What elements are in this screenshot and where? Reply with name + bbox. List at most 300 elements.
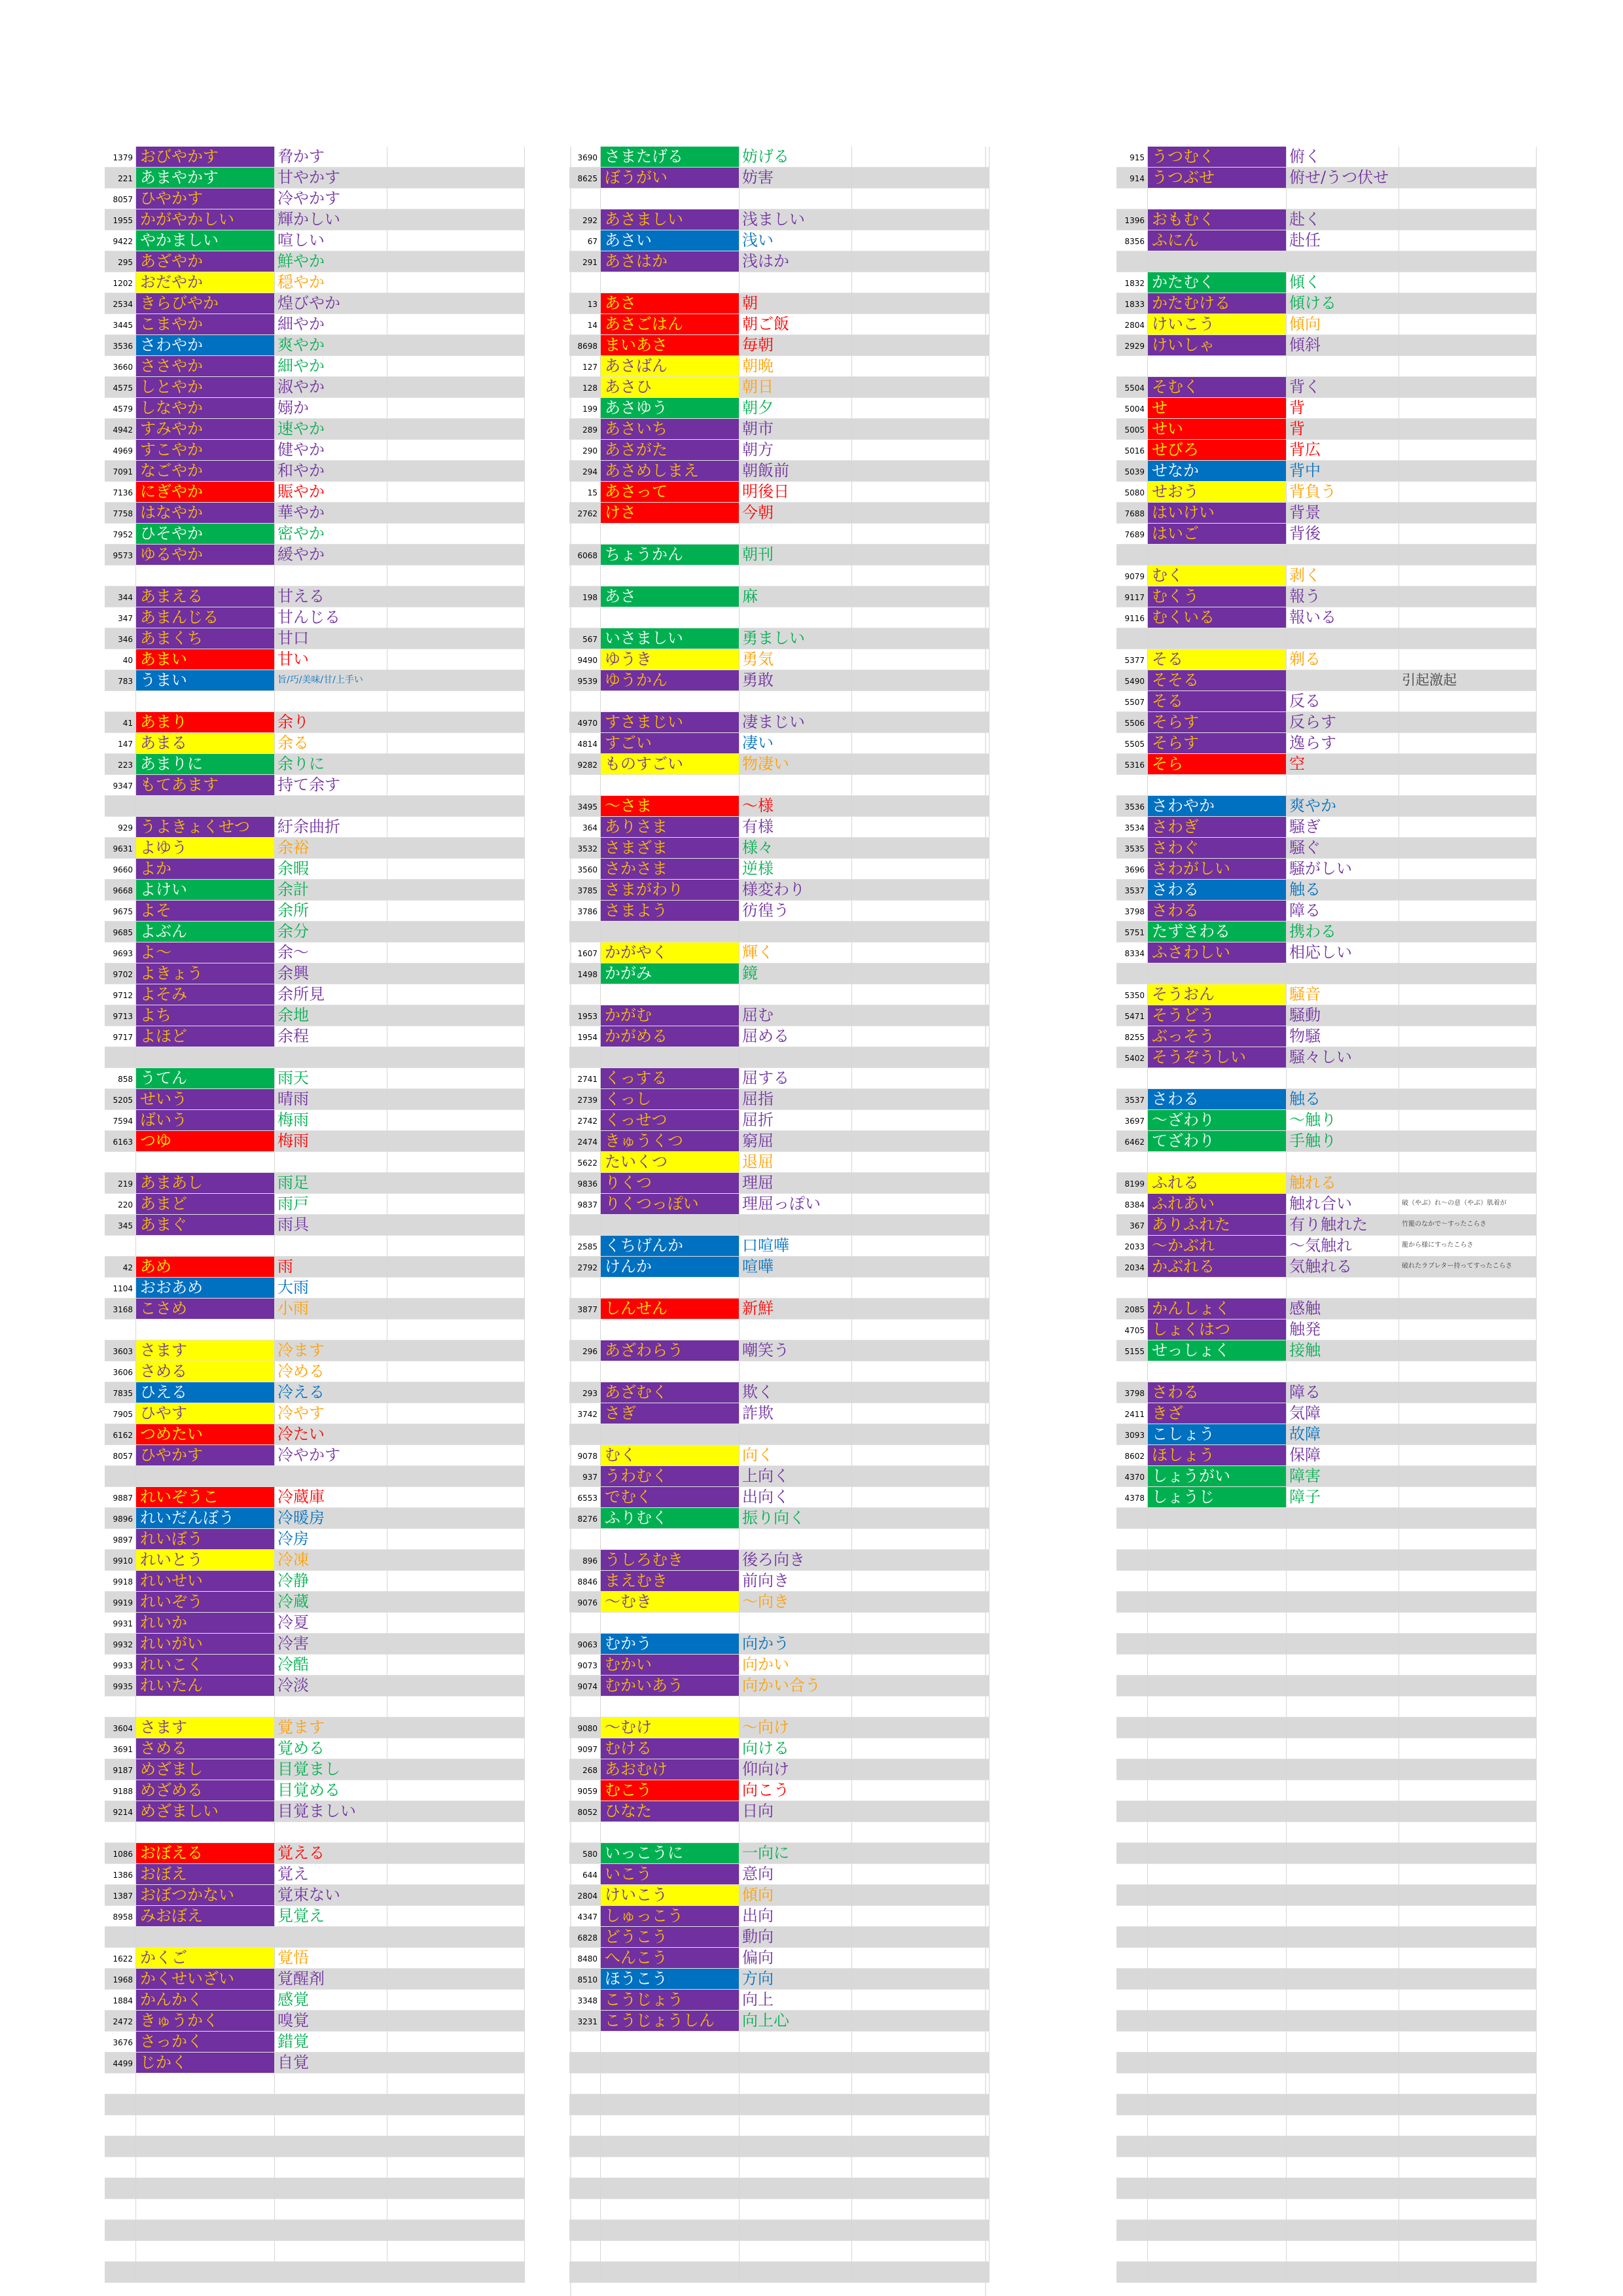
empty-cell	[569, 1047, 601, 1068]
empty-cell	[136, 691, 275, 712]
reading-cell: しゅっこう	[601, 1906, 740, 1927]
reading-cell: こしょう	[1148, 1424, 1287, 1445]
empty-cell	[1148, 1613, 1287, 1634]
reading-cell: けいこう	[1148, 314, 1287, 335]
empty-cell	[852, 1613, 990, 1634]
entry-number: 9896	[105, 1508, 136, 1529]
kanji-cell: 目覚める	[275, 1780, 387, 1801]
entry-number: 3536	[1116, 796, 1148, 817]
empty-cell	[1148, 1948, 1287, 1969]
entry-number: 5004	[1116, 398, 1148, 419]
note-cell	[1399, 482, 1537, 503]
empty-cell	[1287, 1906, 1399, 1927]
reading-cell: かがめる	[601, 1026, 740, 1047]
empty-cell	[740, 2094, 852, 2115]
note-cell	[387, 1068, 525, 1089]
entry-number: 9097	[569, 1738, 601, 1759]
kanji-cell: 凄い	[740, 733, 852, 754]
empty-cell	[1287, 2241, 1399, 2262]
empty-cell	[852, 922, 990, 942]
note-cell	[387, 1906, 525, 1927]
kanji-cell: 騒ぎ	[1287, 817, 1399, 838]
reading-cell: そる	[1148, 691, 1287, 712]
kanji-cell: 妨げる	[740, 147, 852, 168]
reading-cell: 〜かぶれ	[1148, 1236, 1287, 1257]
note-cell	[1399, 168, 1537, 188]
reading-cell: きゅうかく	[136, 2011, 275, 2032]
empty-cell	[569, 1319, 601, 1340]
entry-number: 2742	[569, 1110, 601, 1131]
kanji-cell: 向上心	[740, 2011, 852, 2032]
note-cell	[387, 1592, 525, 1613]
empty-cell	[136, 1319, 275, 1340]
note-cell	[1399, 1110, 1537, 1131]
reading-cell: そら	[1148, 754, 1287, 775]
note-cell	[387, 1131, 525, 1152]
empty-cell	[136, 2178, 275, 2199]
note-cell	[387, 168, 525, 188]
empty-cell	[601, 1424, 740, 1445]
entry-number: 9919	[105, 1592, 136, 1613]
reading-cell: ふれあい	[1148, 1194, 1287, 1215]
kanji-cell: 余り	[275, 712, 387, 733]
reading-cell: まえむき	[601, 1571, 740, 1592]
entry-number: 9214	[105, 1801, 136, 1822]
note-cell	[852, 1173, 990, 1194]
empty-cell	[852, 607, 990, 628]
reading-cell: きざ	[1148, 1403, 1287, 1424]
empty-cell	[387, 2136, 525, 2157]
reading-cell: さぎ	[601, 1403, 740, 1424]
kanji-cell: 朝夕	[740, 398, 852, 419]
kanji-cell: 見覚え	[275, 1906, 387, 1927]
entry-number: 2033	[1116, 1236, 1148, 1257]
kanji-cell: 覚え	[275, 1864, 387, 1885]
empty-cell	[1148, 1738, 1287, 1759]
note-cell	[852, 628, 990, 649]
reading-cell: かがやかしい	[136, 209, 275, 230]
reading-cell: けんか	[601, 1257, 740, 1278]
entry-number: 291	[569, 251, 601, 272]
note-cell	[1399, 230, 1537, 251]
kanji-cell: 小雨	[275, 1299, 387, 1319]
kanji-cell: 麻	[740, 586, 852, 607]
kanji-cell: 俯せ/うつ伏せ	[1287, 168, 1399, 188]
empty-cell	[740, 922, 852, 942]
empty-cell	[569, 188, 601, 209]
empty-cell	[852, 1822, 990, 1843]
note-cell	[1399, 335, 1537, 356]
empty-cell	[275, 2178, 387, 2199]
empty-cell	[740, 2220, 852, 2241]
entry-number: 3603	[105, 1340, 136, 1361]
empty-cell	[275, 2241, 387, 2262]
empty-cell	[569, 1215, 601, 1236]
reading-cell: さわやか	[136, 335, 275, 356]
empty-cell	[569, 2220, 601, 2241]
entry-number: 2929	[1116, 335, 1148, 356]
reading-cell: めざまし	[136, 1759, 275, 1780]
entry-number: 347	[105, 607, 136, 628]
entry-number: 2741	[569, 1068, 601, 1089]
kanji-cell: 動向	[740, 1927, 852, 1948]
empty-cell	[1116, 1592, 1148, 1613]
empty-cell	[852, 2199, 990, 2220]
empty-cell	[740, 1319, 852, 1340]
reading-cell: あまい	[136, 649, 275, 670]
note-cell	[387, 859, 525, 880]
note-cell	[387, 754, 525, 775]
empty-cell	[1287, 1529, 1399, 1550]
kanji-cell: 朝方	[740, 440, 852, 461]
kanji-cell: 冷夏	[275, 1613, 387, 1634]
note-cell	[387, 1571, 525, 1592]
note-cell	[1399, 209, 1537, 230]
entry-number: 9422	[105, 230, 136, 251]
kanji-cell: 速やか	[275, 419, 387, 440]
empty-cell	[1116, 545, 1148, 565]
kanji-cell: 朝ご飯	[740, 314, 852, 335]
entry-number: 268	[569, 1759, 601, 1780]
note-cell	[387, 880, 525, 901]
reading-cell: ゆるやか	[136, 545, 275, 565]
note-cell	[1399, 712, 1537, 733]
reading-cell: こうじょうしん	[601, 2011, 740, 2032]
note-cell	[1399, 1173, 1537, 1194]
empty-cell	[1148, 2011, 1287, 2032]
reading-cell: ひえる	[136, 1382, 275, 1403]
empty-cell	[569, 691, 601, 712]
entry-number: 8510	[569, 1969, 601, 1990]
reading-cell: かんかく	[136, 1990, 275, 2011]
kanji-cell: 気障	[1287, 1403, 1399, 1424]
entry-number: 9713	[105, 1005, 136, 1026]
empty-cell	[740, 1361, 852, 1382]
empty-cell	[387, 565, 525, 586]
empty-cell	[387, 1236, 525, 1257]
empty-cell	[1116, 1927, 1148, 1948]
note-cell	[387, 398, 525, 419]
empty-cell	[1287, 1948, 1399, 1969]
empty-cell	[1399, 545, 1537, 565]
empty-cell	[852, 2262, 990, 2283]
note-cell	[387, 1299, 525, 1319]
reading-cell: はなやか	[136, 503, 275, 524]
empty-cell	[1399, 2241, 1537, 2262]
empty-cell	[1399, 1864, 1537, 1885]
kanji-cell: 凄まじい	[740, 712, 852, 733]
entry-number: 289	[569, 419, 601, 440]
kanji-cell: 報いる	[1287, 607, 1399, 628]
entry-number: 9347	[105, 775, 136, 796]
empty-cell	[136, 1236, 275, 1257]
entry-number: 8199	[1116, 1173, 1148, 1194]
empty-cell	[1148, 628, 1287, 649]
empty-cell	[136, 1696, 275, 1717]
entry-number: 9668	[105, 880, 136, 901]
entry-number: 364	[569, 817, 601, 838]
reading-cell: そうおん	[1148, 984, 1287, 1005]
note-cell	[1399, 1089, 1537, 1110]
empty-cell	[740, 691, 852, 712]
empty-cell	[1116, 2032, 1148, 2053]
reading-cell: あめ	[136, 1257, 275, 1278]
note-cell	[1399, 524, 1537, 545]
empty-cell	[105, 2178, 136, 2199]
kanji-cell: 〜気触れ	[1287, 1236, 1399, 1257]
note-cell: 竹籠のなかで〜すったこらさ	[1399, 1215, 1537, 1236]
note-cell	[1399, 461, 1537, 482]
reading-cell: あさ	[601, 586, 740, 607]
empty-cell	[601, 2115, 740, 2136]
reading-cell: みおぼえ	[136, 1906, 275, 1927]
empty-cell	[1116, 1906, 1148, 1927]
empty-cell	[740, 188, 852, 209]
empty-cell	[852, 1047, 990, 1068]
empty-cell	[275, 1047, 387, 1068]
empty-cell	[852, 1215, 990, 1236]
kanji-cell: 余所	[275, 901, 387, 922]
empty-cell	[275, 2115, 387, 2136]
empty-cell	[275, 2073, 387, 2094]
empty-cell	[1148, 1676, 1287, 1696]
note-cell	[1399, 649, 1537, 670]
kanji-cell: 明後日	[740, 482, 852, 503]
note-cell	[387, 922, 525, 942]
entry-number: 1968	[105, 1969, 136, 1990]
note-cell	[387, 586, 525, 607]
note-cell	[387, 628, 525, 649]
entry-number: 15	[569, 482, 601, 503]
empty-cell	[1287, 2220, 1399, 2241]
empty-cell	[1287, 775, 1399, 796]
entry-number: 2762	[569, 503, 601, 524]
entry-number: 1833	[1116, 293, 1148, 314]
entry-number: 7594	[105, 1110, 136, 1131]
reading-cell: こまやか	[136, 314, 275, 335]
note-cell	[852, 1152, 990, 1173]
reading-cell: あさひ	[601, 377, 740, 398]
kanji-cell: 出向	[740, 1906, 852, 1927]
empty-cell	[601, 2178, 740, 2199]
reading-cell: てざわり	[1148, 1131, 1287, 1152]
entry-number: 929	[105, 817, 136, 838]
empty-cell	[105, 1822, 136, 1843]
entry-number: 346	[105, 628, 136, 649]
entry-number: 3785	[569, 880, 601, 901]
reading-cell: よそみ	[136, 984, 275, 1005]
kanji-cell: 俯く	[1287, 147, 1399, 168]
entry-number: 9631	[105, 838, 136, 859]
note-cell	[387, 482, 525, 503]
note-cell	[852, 880, 990, 901]
empty-cell	[387, 691, 525, 712]
entry-number: 3231	[569, 2011, 601, 2032]
note-cell	[387, 209, 525, 230]
entry-number: 8052	[569, 1801, 601, 1822]
kanji-cell: 紆余曲折	[275, 817, 387, 838]
entry-number: 3798	[1116, 901, 1148, 922]
empty-cell	[1116, 2136, 1148, 2157]
empty-cell	[1287, 2073, 1399, 2094]
reading-cell: あさって	[601, 482, 740, 503]
entry-number: 3445	[105, 314, 136, 335]
entry-number: 1953	[569, 1005, 601, 1026]
empty-cell	[1287, 1843, 1399, 1864]
entry-number: 9079	[1116, 565, 1148, 586]
reading-cell: ひやかす	[136, 188, 275, 209]
reading-cell: ゆうき	[601, 649, 740, 670]
reading-cell: じかく	[136, 2053, 275, 2073]
reading-cell: ふりむく	[601, 1508, 740, 1529]
empty-cell	[1148, 2262, 1287, 2283]
kanji-cell: 感覚	[275, 1990, 387, 2011]
kanji-cell: 屈める	[740, 1026, 852, 1047]
empty-cell	[569, 607, 601, 628]
empty-cell	[852, 775, 990, 796]
empty-cell	[1116, 1278, 1148, 1299]
entry-number: 3560	[569, 859, 601, 880]
empty-cell	[1148, 1801, 1287, 1822]
empty-cell	[852, 2032, 990, 2053]
empty-cell	[1399, 2011, 1537, 2032]
empty-cell	[1116, 1717, 1148, 1738]
empty-cell	[1287, 1676, 1399, 1696]
note-cell	[1399, 901, 1537, 922]
reading-cell: 〜むけ	[601, 1717, 740, 1738]
kanji-cell: 〜向け	[740, 1717, 852, 1738]
entry-number: 9918	[105, 1571, 136, 1592]
note-cell	[1399, 942, 1537, 963]
note-cell	[852, 1026, 990, 1047]
kanji-cell: 冷静	[275, 1571, 387, 1592]
empty-cell	[852, 1278, 990, 1299]
empty-cell	[105, 1319, 136, 1340]
empty-cell	[1287, 1613, 1399, 1634]
kanji-cell: 日向	[740, 1801, 852, 1822]
empty-cell	[740, 775, 852, 796]
note-cell	[852, 147, 990, 168]
note-cell	[387, 419, 525, 440]
empty-cell	[275, 1236, 387, 1257]
empty-cell	[1399, 1738, 1537, 1759]
empty-cell	[1287, 545, 1399, 565]
empty-cell	[1116, 1780, 1148, 1801]
reading-cell: さます	[136, 1340, 275, 1361]
kanji-cell: 空	[1287, 754, 1399, 775]
kanji-cell: 冷える	[275, 1382, 387, 1403]
kanji-cell: 勇敢	[740, 670, 852, 691]
entry-number: 2085	[1116, 1299, 1148, 1319]
kanji-cell: 口喧嘩	[740, 1236, 852, 1257]
kanji-cell: 覚束ない	[275, 1885, 387, 1906]
entry-number: 8334	[1116, 942, 1148, 963]
note-cell	[387, 461, 525, 482]
empty-cell	[136, 1466, 275, 1487]
note-cell	[1399, 754, 1537, 775]
reading-cell: かがみ	[601, 963, 740, 984]
empty-cell	[601, 565, 740, 586]
reading-cell: あざむく	[601, 1382, 740, 1403]
empty-cell	[1148, 1152, 1287, 1173]
empty-cell	[1116, 1613, 1148, 1634]
entry-number: 3798	[1116, 1382, 1148, 1403]
empty-cell	[1287, 2094, 1399, 2115]
note-cell	[852, 1089, 990, 1110]
note-cell	[387, 1634, 525, 1655]
empty-cell	[740, 2178, 852, 2199]
kanji-cell: 向ける	[740, 1738, 852, 1759]
empty-cell	[387, 1696, 525, 1717]
entry-number: 9685	[105, 922, 136, 942]
kanji-cell: 覚悟	[275, 1948, 387, 1969]
entry-number: 9910	[105, 1550, 136, 1571]
entry-number: 3660	[105, 356, 136, 377]
note-cell	[852, 2011, 990, 2032]
entry-number: 9073	[569, 1655, 601, 1676]
empty-cell	[1148, 1068, 1287, 1089]
reading-cell: そる	[1148, 649, 1287, 670]
entry-number: 1202	[105, 272, 136, 293]
empty-cell	[1287, 1278, 1399, 1299]
empty-cell	[601, 691, 740, 712]
note-cell	[387, 1529, 525, 1550]
kanji-cell: 雨足	[275, 1173, 387, 1194]
reading-cell: ほうこう	[601, 1969, 740, 1990]
empty-cell	[1399, 2136, 1537, 2157]
empty-cell	[1287, 1696, 1399, 1717]
kanji-cell: 背広	[1287, 440, 1399, 461]
empty-cell	[601, 1278, 740, 1299]
empty-cell	[740, 1047, 852, 1068]
reading-cell: かがやく	[601, 942, 740, 963]
empty-cell	[1399, 1969, 1537, 1990]
empty-cell	[105, 2115, 136, 2136]
empty-cell	[387, 2199, 525, 2220]
empty-cell	[136, 1927, 275, 1948]
empty-cell	[1287, 1885, 1399, 1906]
reading-cell: さめる	[136, 1361, 275, 1382]
empty-cell	[1287, 356, 1399, 377]
kanji-cell: 傾向	[740, 1885, 852, 1906]
reading-cell: ぼうがい	[601, 168, 740, 188]
entry-number: 6163	[105, 1131, 136, 1152]
reading-cell: そうどう	[1148, 1005, 1287, 1026]
note-cell	[1399, 817, 1537, 838]
reading-cell: ふれる	[1148, 1173, 1287, 1194]
note-cell	[1399, 1131, 1537, 1152]
entry-number: 8846	[569, 1571, 601, 1592]
empty-cell	[1116, 2094, 1148, 2115]
empty-cell	[1287, 628, 1399, 649]
entry-number: 914	[1116, 168, 1148, 188]
empty-cell	[1148, 963, 1287, 984]
entry-number: 2034	[1116, 1257, 1148, 1278]
empty-cell	[1148, 2032, 1287, 2053]
kanji-cell: 背景	[1287, 503, 1399, 524]
note-cell	[852, 1990, 990, 2011]
entry-number: 1386	[105, 1864, 136, 1885]
empty-cell	[1287, 1361, 1399, 1382]
note-cell	[1399, 1340, 1537, 1361]
reading-cell: きらびやか	[136, 293, 275, 314]
empty-cell	[1148, 1278, 1287, 1299]
entry-number: 5622	[569, 1152, 601, 1173]
kanji-cell: 反らす	[1287, 712, 1399, 733]
note-cell	[852, 293, 990, 314]
note-cell	[852, 1948, 990, 1969]
empty-cell	[1287, 1717, 1399, 1738]
